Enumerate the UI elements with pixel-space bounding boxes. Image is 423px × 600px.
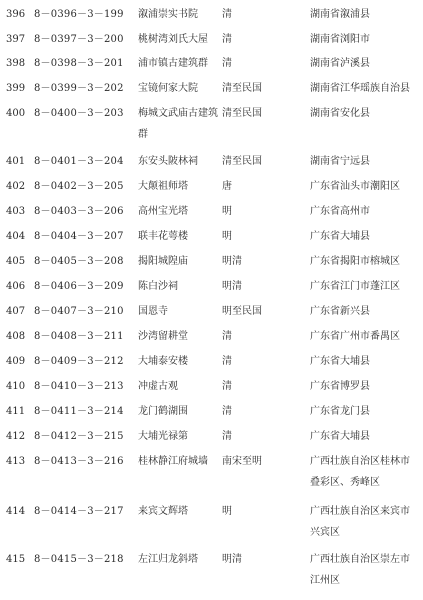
row-number: 402 — [6, 181, 26, 192]
row-location: 广西壮族自治区崇左市江州区 — [310, 554, 410, 586]
row-site-name: 龙门鹤湖围 — [138, 406, 188, 417]
row-era: 清 — [222, 356, 232, 367]
row-era: 清 — [222, 381, 232, 392]
row-location: 广东省高州市 — [310, 206, 370, 217]
row-site-name: 高州宝光塔 — [138, 206, 188, 217]
row-number: 403 — [6, 206, 26, 217]
row-number: 409 — [6, 356, 26, 367]
row-site-name: 陈白沙祠 — [138, 281, 178, 292]
row-location: 湖南省安化县 — [310, 108, 370, 119]
row-location: 广东省汕头市潮阳区 — [310, 181, 400, 192]
row-code: 8－0404－3－207 — [34, 231, 124, 242]
row-era: 明清 — [222, 281, 242, 292]
row-number: 408 — [6, 331, 26, 342]
row-site-name: 沙湾留耕堂 — [138, 331, 188, 342]
row-number: 406 — [6, 281, 26, 292]
row-location: 广东省龙门县 — [310, 406, 370, 417]
row-era: 清 — [222, 406, 232, 417]
row-code: 8－0409－3－212 — [34, 356, 124, 367]
row-code: 8－0398－3－201 — [34, 58, 124, 69]
row-era: 明清 — [222, 256, 242, 267]
row-code: 8－0396－3－199 — [34, 9, 124, 20]
row-location: 广东省揭阳市榕城区 — [310, 256, 400, 267]
row-era: 清至民国 — [222, 108, 262, 119]
row-era: 唐 — [222, 181, 232, 192]
row-location: 湖南省溆浦县 — [310, 9, 370, 20]
row-era: 清 — [222, 34, 232, 45]
row-code: 8－0399－3－202 — [34, 83, 124, 94]
row-code: 8－0414－3－217 — [34, 506, 124, 517]
row-code: 8－0400－3－203 — [34, 108, 124, 119]
row-number: 412 — [6, 431, 26, 442]
row-location: 广东省广州市番禺区 — [310, 331, 400, 342]
row-era: 明至民国 — [222, 306, 262, 317]
row-site-name: 宝镜何家大院 — [138, 83, 198, 94]
row-site-name: 东安头陂林祠 — [138, 156, 198, 167]
row-code: 8－0412－3－215 — [34, 431, 124, 442]
row-site-name: 浦市镇古建筑群 — [138, 58, 208, 69]
row-location: 湖南省泸溪县 — [310, 58, 370, 69]
row-code: 8－0403－3－206 — [34, 206, 124, 217]
row-location: 广西壮族自治区桂林市叠彩区、秀峰区 — [310, 456, 410, 488]
row-era: 南宋至明 — [222, 456, 262, 467]
row-era: 清 — [222, 431, 232, 442]
row-number: 397 — [6, 34, 26, 45]
row-number: 398 — [6, 58, 26, 69]
row-number: 400 — [6, 108, 26, 119]
row-era: 清 — [222, 9, 232, 20]
row-era: 明 — [222, 231, 232, 242]
row-code: 8－0410－3－213 — [34, 381, 124, 392]
row-site-name: 联丰花萼楼 — [138, 231, 188, 242]
row-code: 8－0407－3－210 — [34, 306, 124, 317]
row-code: 8－0415－3－218 — [34, 554, 124, 565]
row-site-name: 大埔泰安楼 — [138, 356, 188, 367]
row-site-name: 国恩寺 — [138, 306, 168, 317]
row-code: 8－0411－3－214 — [34, 406, 124, 417]
row-location: 广东省新兴县 — [310, 306, 370, 317]
row-era: 清 — [222, 331, 232, 342]
row-site-name: 大埔光禄第 — [138, 431, 188, 442]
row-site-name: 梅城文武庙古建筑群 — [138, 108, 218, 140]
row-location: 湖南省浏阳市 — [310, 34, 370, 45]
row-site-name: 桂林静江府城墙 — [138, 456, 208, 467]
row-number: 410 — [6, 381, 26, 392]
row-era: 明 — [222, 206, 232, 217]
row-site-name: 来宾文辉塔 — [138, 506, 188, 517]
row-location: 广东省大埔县 — [310, 231, 370, 242]
row-number: 401 — [6, 156, 26, 167]
row-location: 湖南省江华瑶族自治县 — [310, 83, 410, 94]
row-code: 8－0397－3－200 — [34, 34, 124, 45]
row-number: 413 — [6, 456, 26, 467]
row-site-name: 大颠祖师塔 — [138, 181, 188, 192]
row-code: 8－0401－3－204 — [34, 156, 124, 167]
row-location: 广西壮族自治区来宾市兴宾区 — [310, 506, 410, 538]
row-number: 411 — [6, 406, 26, 417]
row-era: 明 — [222, 506, 232, 517]
row-number: 407 — [6, 306, 26, 317]
row-code: 8－0408－3－211 — [34, 331, 124, 342]
row-number: 405 — [6, 256, 26, 267]
row-site-name: 桃树湾刘氏大屋 — [138, 34, 208, 45]
row-number: 414 — [6, 506, 26, 517]
row-number: 404 — [6, 231, 26, 242]
row-era: 清至民国 — [222, 83, 262, 94]
row-number: 415 — [6, 554, 26, 565]
row-location: 湖南省宁远县 — [310, 156, 370, 167]
row-location: 广东省江门市蓬江区 — [310, 281, 400, 292]
row-number: 396 — [6, 9, 26, 20]
row-location: 广东省大埔县 — [310, 431, 370, 442]
row-number: 399 — [6, 83, 26, 94]
row-location: 广东省博罗县 — [310, 381, 370, 392]
row-site-name: 冲虚古观 — [138, 381, 178, 392]
row-location: 广东省大埔县 — [310, 356, 370, 367]
row-era: 清 — [222, 58, 232, 69]
row-era: 清至民国 — [222, 156, 262, 167]
row-code: 8－0402－3－205 — [34, 181, 124, 192]
row-site-name: 左江归龙斜塔 — [138, 554, 198, 565]
row-code: 8－0406－3－209 — [34, 281, 124, 292]
row-era: 明清 — [222, 554, 242, 565]
row-code: 8－0405－3－208 — [34, 256, 124, 267]
row-site-name: 揭阳城隍庙 — [138, 256, 188, 267]
row-code: 8－0413－3－216 — [34, 456, 124, 467]
row-site-name: 溆浦崇实书院 — [138, 9, 198, 20]
